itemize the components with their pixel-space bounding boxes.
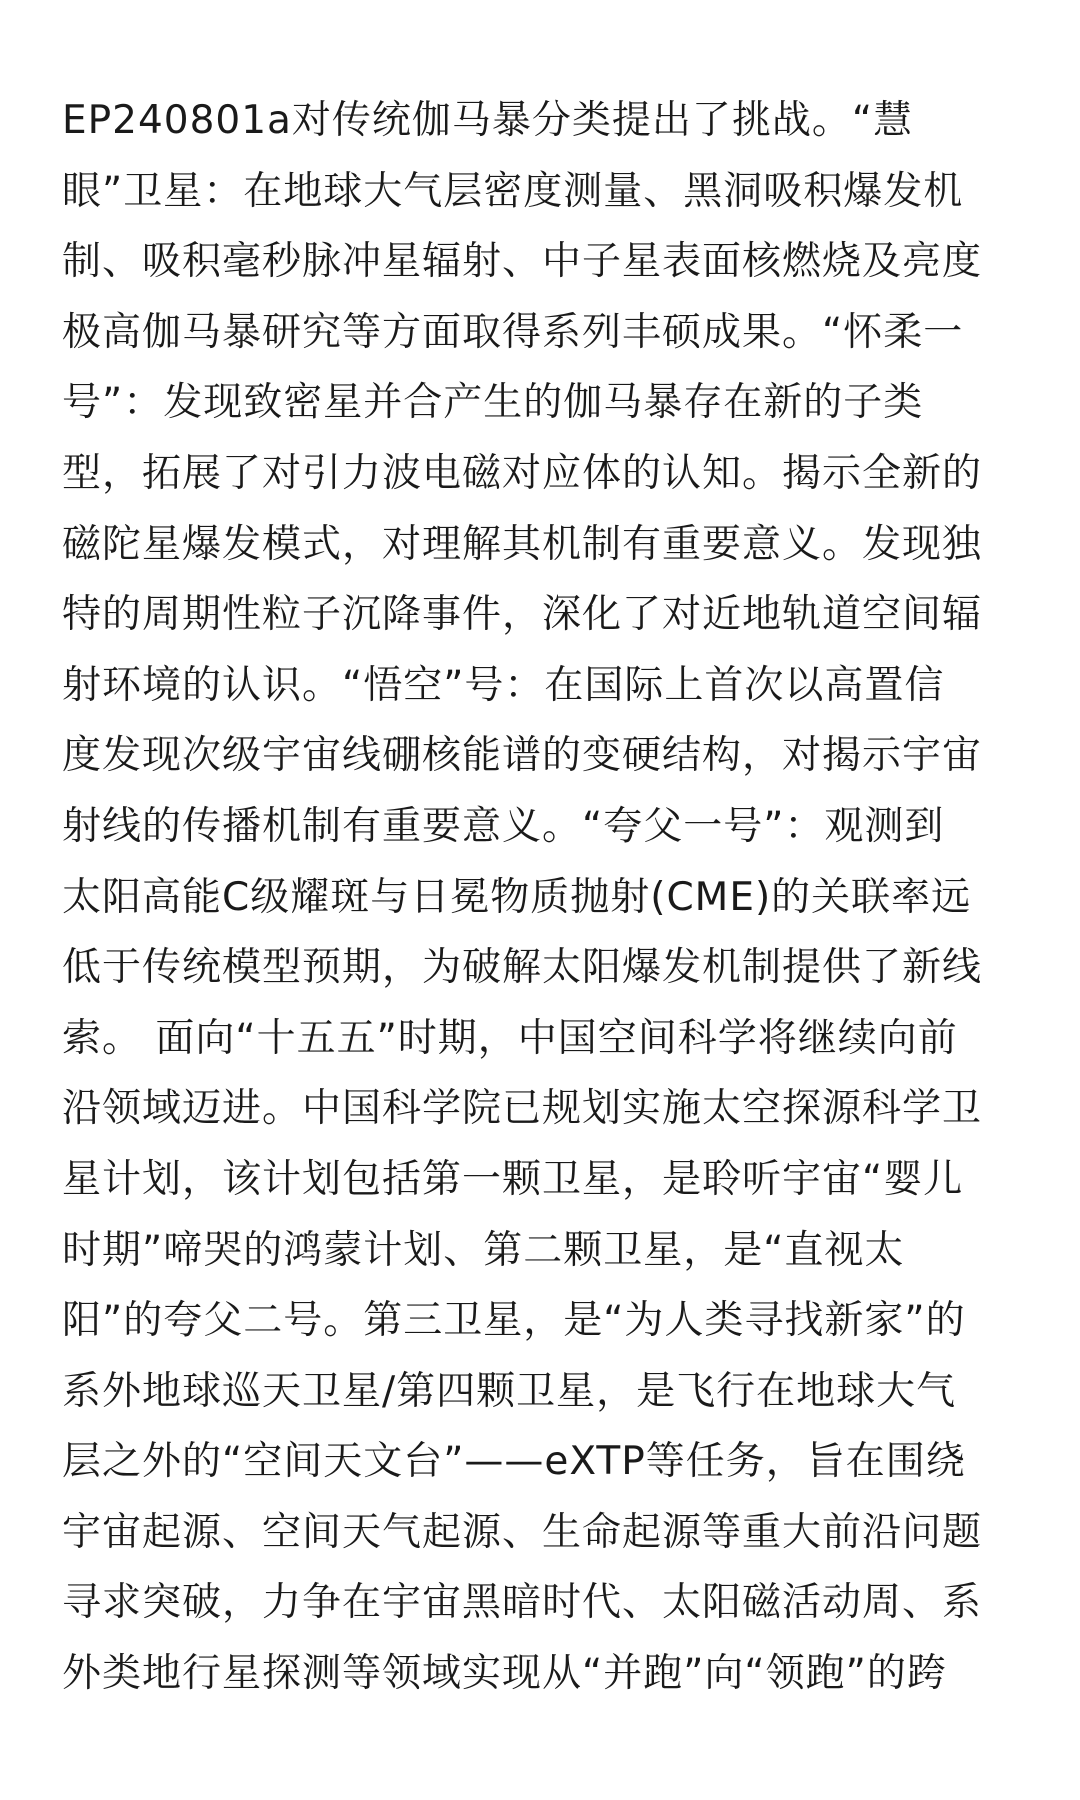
text-line: 层之外的“空间天文台”——eXTP等任务，旨在围绕 <box>62 1439 966 1485</box>
text-line: 极高伽马暴研究等方面取得系列丰硕成果。“怀柔一 <box>62 309 964 355</box>
text-line: 外类地行星探测等领域实现从“并跑”向“领跑”的跨 <box>62 1651 947 1697</box>
text-line: 度发现次级宇宙线硼核能谱的变硬结构，对揭示宇宙 <box>62 733 983 779</box>
text-line: 射环境的认识。“悟空”号：在国际上首次以高置信 <box>62 662 945 708</box>
text-line: 宇宙起源、空间天气起源、生命起源等重大前沿问题 <box>62 1509 983 1555</box>
text-line: 磁陀星爆发模式，对理解其机制有重要意义。发现独 <box>62 521 983 567</box>
text-line: 寻求突破，力争在宇宙黑暗时代、太阳磁活动周、系 <box>62 1580 983 1626</box>
text-line: 号”：发现致密星并合产生的伽马暴存在新的子类 <box>62 380 924 426</box>
text-line: 制、吸积毫秒脉冲星辐射、中子星表面核燃烧及亮度 <box>62 239 983 285</box>
text-line: 阳”的夸父二号。第三卫星，是“为人类寻找新家”的 <box>62 1298 966 1344</box>
text-line: 系外地球巡天卫星/第四颗卫星，是飞行在地球大气 <box>62 1368 957 1414</box>
text-line: 特的周期性粒子沉降事件，深化了对近地轨道空间辐 <box>62 592 983 638</box>
text-line: 时期”啼哭的鸿蒙计划、第二颗卫星，是“直视太 <box>62 1227 905 1273</box>
text-line: EP240801a对传统伽马暴分类提出了挑战。“慧 <box>62 98 914 143</box>
text-line: 射线的传播机制有重要意义。“夸父一号”：观测到 <box>62 803 945 849</box>
text-line: 型，拓展了对引力波电磁对应体的认知。揭示全新的 <box>62 450 983 496</box>
text-line: 眼”卫星：在地球大气层密度测量、黑洞吸积爆发机 <box>62 168 964 214</box>
text-line: 太阳高能C级耀斑与日冕物质抛射(CME)的关联率远 <box>62 874 972 920</box>
text-line: 星计划，该计划包括第一颗卫星，是聆听宇宙“婴儿 <box>62 1156 964 1202</box>
text-line: 索。 面向“十五五”时期，中国空间科学将继续向前 <box>62 1015 958 1061</box>
text-line: 低于传统模型预期，为破解太阳爆发机制提供了新线 <box>62 945 983 991</box>
text-line: 沿领域迈进。中国科学院已规划实施太空探源科学卫 <box>62 1086 983 1132</box>
